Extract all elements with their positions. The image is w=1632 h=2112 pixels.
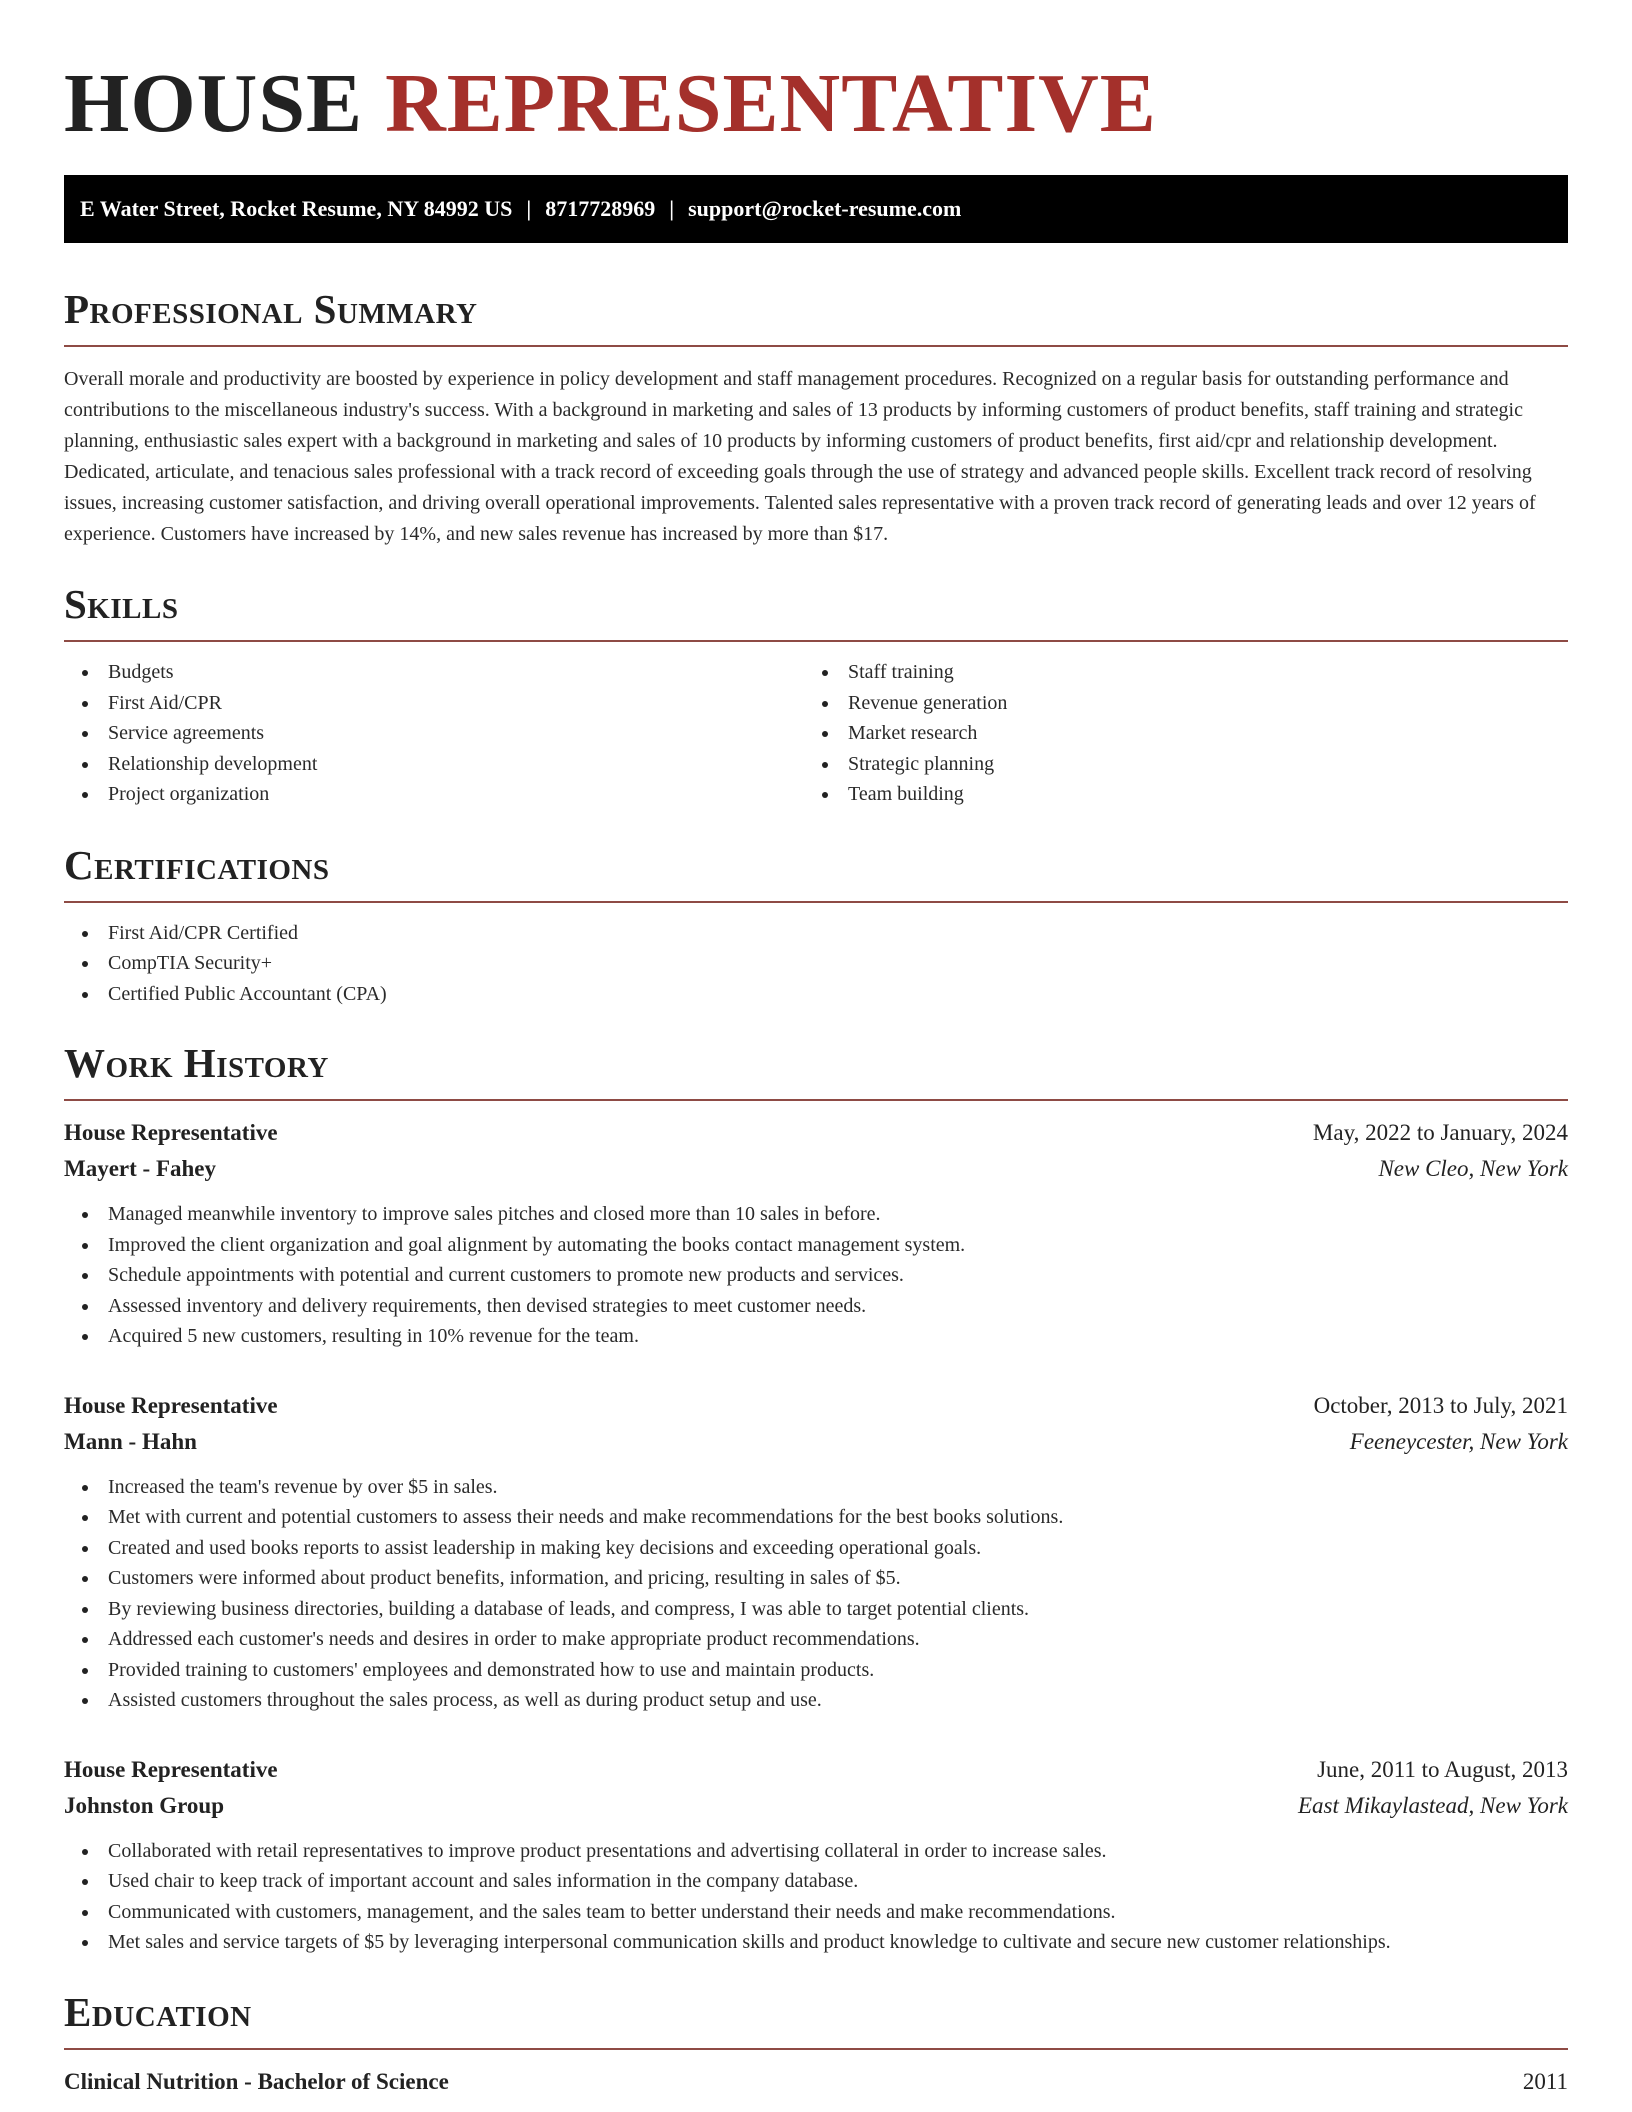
job-bullet: Customers were informed about product benefits, information, and pricing, resulting in sales of $5.: [64, 1563, 1568, 1594]
job-title: House Representative: [64, 1392, 278, 1418]
job-bullet: Improved the client organization and goal alignment by automating the books contact management system.: [64, 1230, 1568, 1261]
job-bullet: Used chair to keep track of important account and sales information in the company database.: [64, 1866, 1568, 1897]
job-bullets: [64, 1836, 1568, 1958]
skills-grid: [64, 657, 1568, 810]
skill-item: Staff training: [804, 657, 1544, 688]
certification-item: CompTIA Security+: [64, 948, 1568, 979]
job-location: East Mikaylastead, New York: [1297, 1792, 1568, 1818]
skill-item: First Aid/CPR: [64, 688, 804, 719]
job-bullet: Created and used books reports to assist leadership in making key decisions and exceeding operational goals.: [64, 1533, 1568, 1564]
skill-item: Budgets: [64, 657, 804, 688]
job-company-row: [64, 1788, 1568, 1824]
job-bullet: Managed meanwhile inventory to improve sales pitches and closed more than 10 sales in before.: [64, 1199, 1568, 1230]
job-dates: May, 2022 to January, 2024: [1312, 1120, 1568, 1145]
contact-phone: 8717728969: [545, 196, 656, 221]
resume-page: [64, 0, 1568, 2100]
job-entry: [64, 1115, 1568, 1352]
job-bullets: [64, 1199, 1568, 1352]
skill-item: Strategic planning: [804, 749, 1544, 780]
job-bullet: Met sales and service targets of $5 by leveraging interpersonal communication skills and product knowledge to cultivate and secure new customer relationships.: [64, 1927, 1568, 1958]
job-bullet: Collaborated with retail representatives to improve product presentations and advertising collateral in order to increase sales.: [64, 1836, 1568, 1867]
skill-item: Project organization: [64, 779, 804, 810]
job-dates: October, 2013 to July, 2021: [1313, 1392, 1568, 1418]
job-company: Mann - Hahn: [64, 1428, 197, 1454]
resume-name: [64, 56, 1568, 152]
certification-item: First Aid/CPR Certified: [64, 918, 1568, 949]
job-entry: [64, 1752, 1568, 1958]
job-location: New Cleo, New York: [1378, 1156, 1568, 1181]
education-section: [64, 1987, 1568, 2100]
certifications-list: [64, 918, 1568, 1010]
job-bullet: Acquired 5 new customers, resulting in 10% revenue for the team.: [64, 1321, 1568, 1352]
job-bullet: Met with current and potential customers to assess their needs and make recommendations for the best books solutions.: [64, 1502, 1568, 1533]
summary-text: Overall morale and productivity are boosted by experience in policy development and staff management procedures. Recognized on a regular basis for outstanding performance and contributions to the miscellaneous industry's success. With a background in marketing and sales of 13 products by informing customers of product benefits, staff training and strategic planning, enthusiastic sales expert with a background in marketing and sales of 10 products by informing customers of product benefits, first aid/cpr and relationship development. Dedicated, articulate, and tenacious sales professional with a track record of exceeding goals through the use of strategy and advanced people skills. Excellent track record of resolving issues, increasing customer satisfaction, and driving overall operational improvements. Talented sales representative with a proven track record of generating leads and over 12 years of experience. Customers have increased by 14%, and new sales revenue has increased by more than $17.: [64, 368, 1536, 545]
job-company-row: [64, 1151, 1568, 1187]
education-entry: [64, 2064, 1568, 2100]
section-divider: [64, 2048, 1568, 2050]
skill-item: Service agreements: [64, 718, 804, 749]
section-divider: [64, 640, 1568, 642]
contact-address: E Water Street, Rocket Resume, NY 84992 US: [80, 196, 513, 221]
section-title-certifications: Certifications: [64, 841, 330, 888]
job-dates: June, 2011 to August, 2013: [1317, 1756, 1568, 1782]
work-history-section: [64, 1038, 1568, 1958]
job-bullet: Increased the team's revenue by over $5 in sales.: [64, 1472, 1568, 1503]
section-title-education: Education: [64, 1988, 252, 2035]
job-bullet: Schedule appointments with potential and current customers to promote new products and services.: [64, 1260, 1568, 1291]
name-first: HOUSE: [64, 57, 364, 150]
skills-column-right: [804, 657, 1544, 810]
job-title: House Representative: [64, 1120, 278, 1145]
section-divider: [64, 901, 1568, 903]
skill-item: Relationship development: [64, 749, 804, 780]
certifications-section: [64, 840, 1568, 1010]
skill-item: Market research: [804, 718, 1544, 749]
skills-column-left: [64, 657, 804, 810]
job-bullet: Assessed inventory and delivery requirements, then devised strategies to meet customer needs.: [64, 1291, 1568, 1322]
skill-item: Revenue generation: [804, 688, 1544, 719]
job-company-row: [64, 1424, 1568, 1460]
section-divider: [64, 1099, 1568, 1101]
contact-separator: |: [669, 196, 675, 221]
job-bullet: By reviewing business directories, building a database of leads, and compress, I was able to target potential clients.: [64, 1594, 1568, 1625]
name-last: REPRESENTATIVE: [385, 57, 1157, 150]
contact-bar: [64, 175, 1568, 243]
section-title-skills: Skills: [64, 581, 179, 627]
section-title-summary: Professional Summary: [64, 286, 478, 332]
job-bullet: Provided training to customers' employees and demonstrated how to use and maintain products.: [64, 1655, 1568, 1686]
contact-email: support@rocket-resume.com: [688, 196, 962, 221]
job-location: Feeneycester, New York: [1349, 1428, 1568, 1454]
job-bullet: Communicated with customers, management, and the sales team to better understand their needs and make recommendations.: [64, 1897, 1568, 1928]
section-divider: [64, 345, 1568, 347]
education-year: 2011: [1522, 2068, 1568, 2094]
section-title-work-history: Work History: [64, 1040, 329, 1086]
skill-item: Team building: [804, 779, 1544, 810]
job-bullet: Assisted customers throughout the sales process, as well as during product setup and use.: [64, 1685, 1568, 1716]
job-header-row: [64, 1752, 1568, 1788]
certification-item: Certified Public Accountant (CPA): [64, 979, 1568, 1010]
job-company: Mayert - Fahey: [64, 1156, 216, 1181]
job-header-row: [64, 1388, 1568, 1424]
job-company: Johnston Group: [64, 1792, 225, 1818]
job-title: House Representative: [64, 1756, 278, 1782]
job-bullets: [64, 1472, 1568, 1716]
summary-section: [64, 284, 1568, 550]
job-entry: [64, 1388, 1568, 1716]
skills-section: [64, 579, 1568, 810]
job-header-row: [64, 1115, 1568, 1151]
job-bullet: Addressed each customer's needs and desires in order to make appropriate product recommendations.: [64, 1624, 1568, 1655]
education-degree: Clinical Nutrition - Bachelor of Science: [64, 2068, 449, 2094]
contact-separator: |: [526, 196, 532, 221]
